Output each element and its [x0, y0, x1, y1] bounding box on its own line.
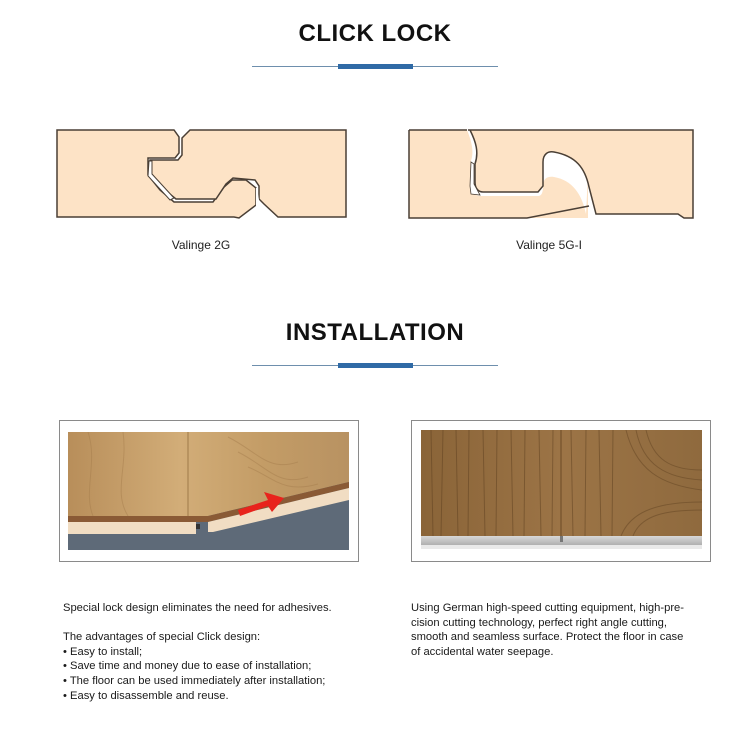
valinge-5g-i-profile-diagram [408, 128, 694, 220]
diagram-caption-valinge-5g-i: Valinge 5G-I [516, 238, 582, 252]
advantage-item: • Easy to disassemble and reuse. [63, 689, 229, 702]
section-title-click-lock: CLICK LOCK [298, 20, 452, 47]
advantage-item: • Save time and money due to ease of installation; [63, 660, 312, 673]
diagram-caption-valinge-2g: Valinge 2G [171, 238, 231, 252]
click-install-photo [68, 432, 349, 550]
valinge-2g-profile-diagram [56, 128, 348, 220]
advantage-item: • Easy to install; [63, 645, 143, 658]
description-line: cision cutting technology, perfect right angle cutting, [411, 616, 668, 629]
title-accent-bar [338, 363, 413, 368]
title-accent-bar [338, 64, 413, 69]
section-title-installation: INSTALLATION [285, 319, 465, 346]
description-line: Using German high-speed cutting equipment, high-pre- [411, 602, 685, 614]
description-line: of accidental water seepage. [411, 645, 554, 658]
installation-photo-frame [59, 420, 359, 562]
advantage-item: • The floor can be used immediately after installation; [63, 674, 326, 687]
cutting-technology-description [411, 601, 731, 659]
installation-photo-frame [411, 420, 711, 562]
lock-design-description [63, 601, 383, 703]
description-line: smooth and seamless surface. Protect the floor in case [411, 631, 684, 644]
advantages-heading: The advantages of special Click design: [63, 631, 261, 644]
seamless-cut-photo [421, 430, 702, 554]
intro-text: Special lock design eliminates the need for adhesives. [63, 602, 332, 614]
